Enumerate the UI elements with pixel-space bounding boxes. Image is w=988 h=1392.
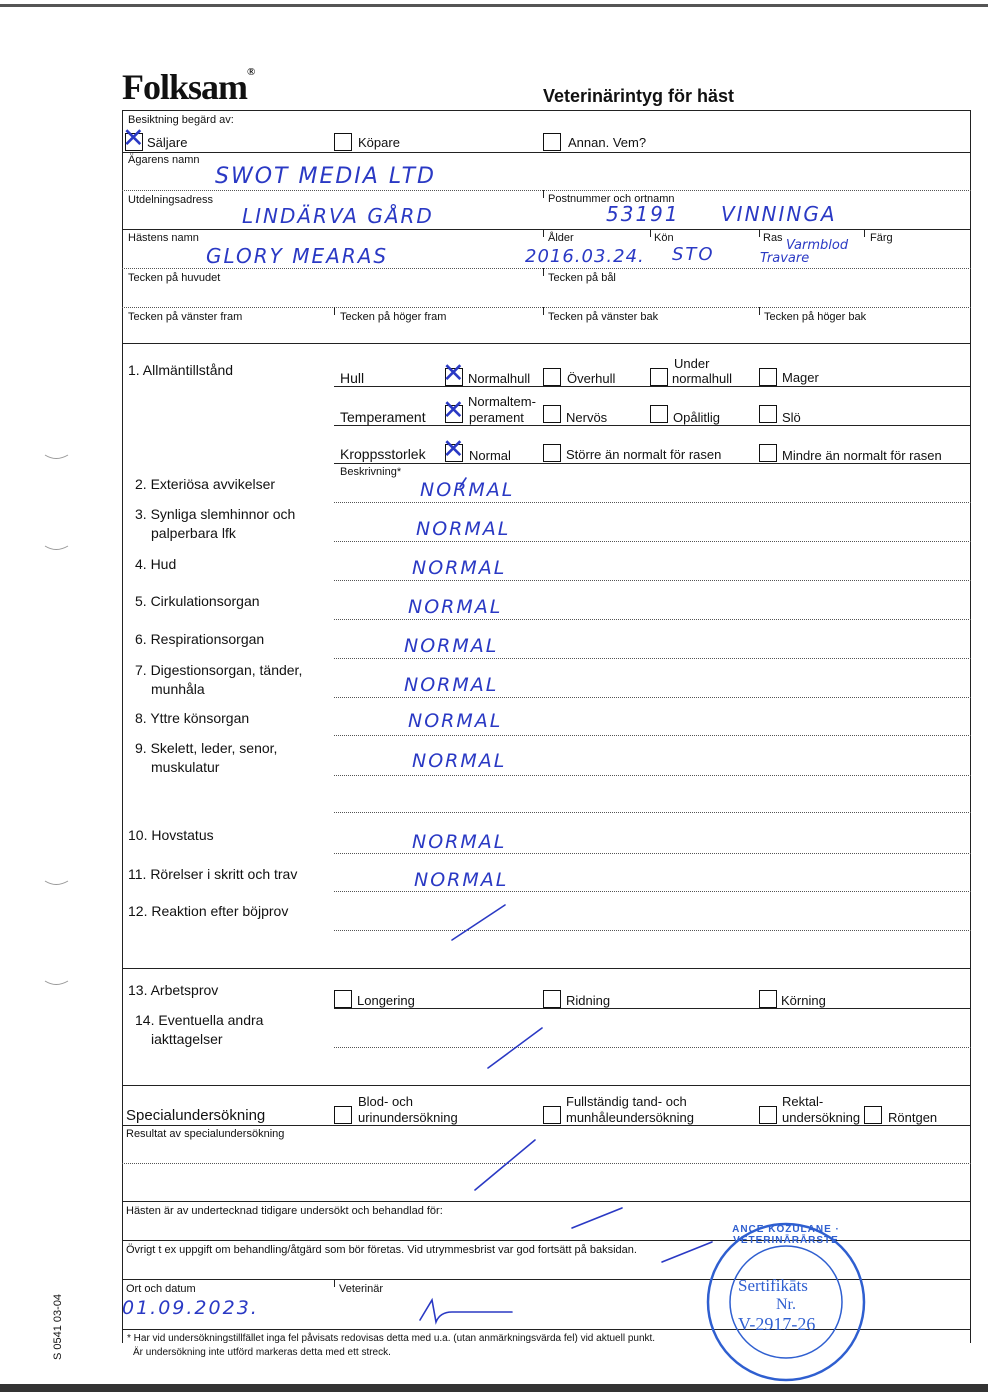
- misc-label: Övrigt t ex uppgift om behandling/åtgärd som bör företas. Vid utrymmesbrist var god fortsätt på baksidan.: [126, 1244, 637, 1256]
- strike-section-12: [452, 905, 505, 940]
- body-markings-label: Tecken på bål: [548, 272, 616, 284]
- temp-option-nervous: Nervös: [566, 410, 608, 425]
- veterinarian-stamp: [702, 1218, 870, 1386]
- hull-label: Hull: [340, 370, 365, 386]
- age-value: 2016.03.24.: [525, 246, 645, 267]
- other-observations-label: 14. Eventuella andra: [135, 1012, 264, 1028]
- form-code: S 0541 03-04: [52, 1293, 64, 1360]
- section-8-value: NORMAL: [408, 710, 503, 732]
- hull-option-mager: Mager: [782, 370, 819, 385]
- punch-hole: [45, 546, 68, 550]
- section-9-label: 9. Skelett, leder, senor,: [135, 740, 278, 756]
- postal-label: Postnummer och ortnamn: [548, 193, 675, 205]
- section-11-value: NORMAL: [414, 869, 509, 891]
- section-10-value: NORMAL: [412, 831, 507, 853]
- size-option-smaller: Mindre än normalt för rasen: [782, 448, 942, 463]
- punch-hole: [45, 881, 68, 885]
- owner-value: SWOT MEDIA LTD: [215, 164, 436, 189]
- section-7-label: 7. Digestionsorgan, tänder,: [135, 662, 303, 678]
- special-option-blood-2: urinundersökning: [358, 1110, 458, 1125]
- body-size-label: Kroppsstorlek: [340, 446, 426, 462]
- general-condition-title: 1. Allmäntillstånd: [128, 362, 234, 378]
- punch-hole: [45, 455, 68, 459]
- stamp-nr: Nr.: [776, 1296, 796, 1313]
- head-markings-label: Tecken på huvudet: [128, 272, 221, 284]
- stamp-number: V-2917-26: [738, 1314, 816, 1334]
- option-seller: Säljare: [147, 135, 188, 150]
- option-buyer: Köpare: [358, 135, 400, 150]
- special-option-blood-1: Blod- och: [358, 1094, 413, 1109]
- section-5-label: 5. Cirkulationsorgan: [135, 593, 260, 609]
- section-7-label-2: munhåla: [151, 681, 205, 697]
- work-option-longering: Longering: [357, 993, 415, 1008]
- section-8-label: 8. Yttre könsorgan: [135, 710, 250, 726]
- strike-previous: [572, 1208, 622, 1228]
- owner-label: Ägarens namn: [128, 154, 200, 166]
- sex-value: STO: [672, 244, 715, 265]
- section-6-label: 6. Respirationsorgan: [135, 631, 265, 647]
- strike-special-result: [475, 1140, 535, 1190]
- city-value: VINNINGA: [721, 202, 837, 226]
- temperament-label: Temperament: [340, 409, 426, 425]
- size-option-normal: Normal: [469, 448, 511, 463]
- stamp-ring-text: ANCE KOZULANE · VETERINĀRĀRSTE: [732, 1224, 840, 1246]
- stamp-cert: Sertifikāts: [738, 1276, 808, 1295]
- logo-registered: ®: [247, 66, 255, 78]
- special-option-dental-1: Fullständig tand- och: [566, 1094, 687, 1109]
- special-exam-label: Specialundersökning: [126, 1107, 266, 1124]
- horse-name-value: GLORY MEARAS: [206, 244, 389, 268]
- footnote-2: Är undersökning inte utförd markeras detta med ett streck.: [133, 1347, 391, 1358]
- temp-option-normal-1: Normaltem-: [468, 394, 536, 409]
- section-11-label: 11. Rörelser i skritt och trav: [128, 866, 298, 882]
- logo-text: Folksam: [122, 67, 248, 107]
- section-5-value: NORMAL: [408, 596, 503, 618]
- punch-hole: [45, 981, 68, 985]
- footnote-1: * Har vid undersökningstillfället inga fel påvisats redovisas detta med u.a. (utan anmärkningsvärda fel) vid aktuell punkt.: [127, 1333, 656, 1344]
- veterinarian-label: Veterinär: [339, 1283, 384, 1295]
- section-7-value: NORMAL: [404, 674, 499, 696]
- right-front-label: Tecken på höger fram: [340, 311, 447, 323]
- veterinarian-signature: [420, 1300, 512, 1322]
- special-option-rectal-1: Rektal-: [782, 1094, 824, 1109]
- section-4-label: 4. Hud: [135, 556, 177, 572]
- sex-label: Kön: [654, 232, 674, 244]
- previous-treatment-label: Hästen är av undertecknad tidigare undersökt och behandlad för:: [126, 1205, 443, 1217]
- requested-by-label: Besiktning begärd av:: [128, 114, 234, 126]
- work-test-label: 13. Arbetsprov: [128, 982, 219, 998]
- place-date-value: 01.09.2023.: [122, 1297, 259, 1319]
- breed-label: Ras: [763, 232, 783, 244]
- special-option-xray: Röntgen: [888, 1110, 938, 1125]
- left-back-label: Tecken på vänster bak: [548, 311, 659, 323]
- address-label: Utdelningsadress: [128, 194, 213, 206]
- hull-option-under-2: normalhull: [672, 371, 732, 386]
- temp-option-normal-2: perament: [469, 410, 524, 425]
- right-back-label: Tecken på höger bak: [764, 311, 867, 323]
- section-3-label: 3. Synliga slemhinnor och: [135, 506, 296, 522]
- section-10-label: 10. Hovstatus: [128, 827, 214, 843]
- breed-value-2: Travare: [760, 251, 810, 266]
- scan-bottom-edge: [0, 1384, 988, 1392]
- section-4-value: NORMAL: [412, 557, 507, 579]
- size-option-larger: Större än normalt för rasen: [566, 447, 722, 462]
- left-front-label: Tecken på vänster fram: [128, 311, 243, 323]
- description-label: Beskrivning*: [340, 466, 402, 478]
- section-9-value: NORMAL: [412, 750, 507, 772]
- section-6-value: NORMAL: [404, 635, 499, 657]
- special-option-dental-2: munhåleundersökning: [566, 1110, 694, 1125]
- place-date-label: Ort och datum: [126, 1283, 196, 1295]
- postal-code-value: 53191: [606, 202, 680, 226]
- special-option-rectal-2: undersökning: [782, 1110, 861, 1125]
- option-other: Annan. Vem?: [568, 135, 647, 150]
- section-2-value: NORMAL: [420, 479, 515, 501]
- hull-option-over: Överhull: [567, 371, 616, 386]
- section-3-label-2: palperbara lfk: [151, 525, 236, 541]
- document-title: Veterinärintyg för häst: [543, 86, 735, 106]
- breed-value-1: Varmblod: [786, 238, 849, 253]
- horse-name-label: Hästens namn: [128, 232, 199, 244]
- temp-option-unreliable: Opålitlig: [673, 410, 720, 425]
- temp-option-slow: Slö: [782, 410, 801, 425]
- section-12-label: 12. Reaktion efter böjprov: [128, 903, 289, 919]
- section-9-label-2: muskulatur: [151, 759, 220, 775]
- color-label: Färg: [870, 232, 893, 244]
- strike-section-14: [488, 1028, 542, 1068]
- hull-option-under-1: Under: [674, 356, 710, 371]
- hull-option-normal: Normalhull: [468, 371, 531, 386]
- address-value: LINDÄRVA GÅRD: [242, 204, 434, 228]
- section-2-label: 2. Exteriösa avvikelser: [135, 476, 276, 492]
- normal-check-tick: [460, 478, 466, 487]
- other-observations-label-2: iakttagelser: [151, 1031, 223, 1047]
- work-option-ridning: Ridning: [566, 993, 611, 1008]
- special-result-label: Resultat av specialundersökning: [126, 1128, 285, 1140]
- age-label: Ålder: [548, 232, 574, 244]
- work-option-korning: Körning: [781, 993, 826, 1008]
- section-3-value: NORMAL: [416, 518, 511, 540]
